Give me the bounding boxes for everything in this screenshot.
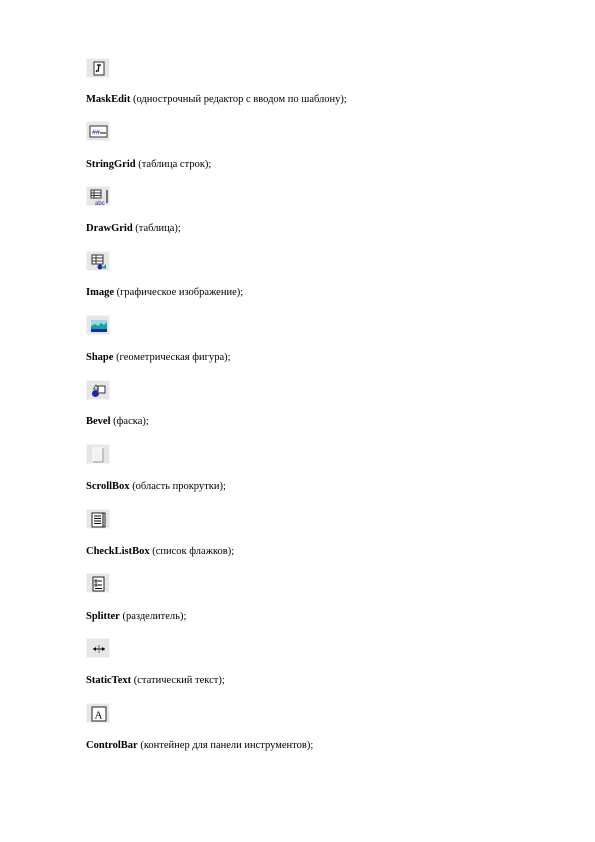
item-desc: (фаска); xyxy=(113,416,149,427)
item-maskedit xyxy=(86,94,347,106)
item-desc: (однострочный редактор с вводом по шаблону); xyxy=(132,94,347,105)
item-desc: (разделитель); xyxy=(122,611,187,622)
item-desc: (список флажков); xyxy=(152,546,235,557)
item-desc: (таблица); xyxy=(135,223,181,234)
item-statictext xyxy=(86,675,225,687)
item-desc: (геометрическая фигура); xyxy=(116,352,231,363)
item-checklistbox xyxy=(86,546,234,558)
item-controlbar xyxy=(86,740,313,752)
mask-edit-icon xyxy=(86,58,110,78)
item-drawgrid xyxy=(86,223,181,235)
item-name: MaskEdit xyxy=(86,94,131,105)
item-scrollbox xyxy=(86,481,226,493)
item-name: Shape xyxy=(86,352,114,363)
item-name: StaticText xyxy=(86,675,132,686)
item-desc: (область прокрутки); xyxy=(132,481,226,492)
item-bevel xyxy=(86,416,149,428)
item-splitter xyxy=(86,611,186,623)
item-name: ControlBar xyxy=(86,740,138,751)
splitter-icon xyxy=(86,573,110,593)
bevel-icon xyxy=(86,380,110,400)
svg-text:abc: abc xyxy=(95,201,105,207)
item-name: Image xyxy=(86,287,114,298)
svg-text:##: ## xyxy=(92,129,100,137)
item-image xyxy=(86,287,243,299)
item-name: Splitter xyxy=(86,611,120,622)
shape-icon xyxy=(86,315,110,335)
item-name: ScrollBox xyxy=(86,481,130,492)
item-desc: (статический текст); xyxy=(133,675,225,686)
static-text-icon xyxy=(86,638,110,658)
item-name: Bevel xyxy=(86,416,111,427)
item-desc: (контейнер для панели инструментов); xyxy=(140,740,314,751)
item-shape xyxy=(86,352,231,364)
check-list-box-icon xyxy=(86,509,110,529)
item-desc: (таблица строк); xyxy=(138,159,212,170)
control-bar-icon xyxy=(86,703,110,723)
scroll-box-icon xyxy=(86,444,110,464)
draw-grid-icon xyxy=(86,186,110,206)
item-name: StringGrid xyxy=(86,159,136,170)
item-name: DrawGrid xyxy=(86,223,133,234)
item-desc: (графическое изображение); xyxy=(116,287,244,298)
item-stringgrid xyxy=(86,159,211,171)
image-icon xyxy=(86,251,110,271)
item-name: CheckListBox xyxy=(86,546,150,557)
svg-text:A: A xyxy=(94,709,103,722)
string-grid-icon xyxy=(86,121,110,141)
